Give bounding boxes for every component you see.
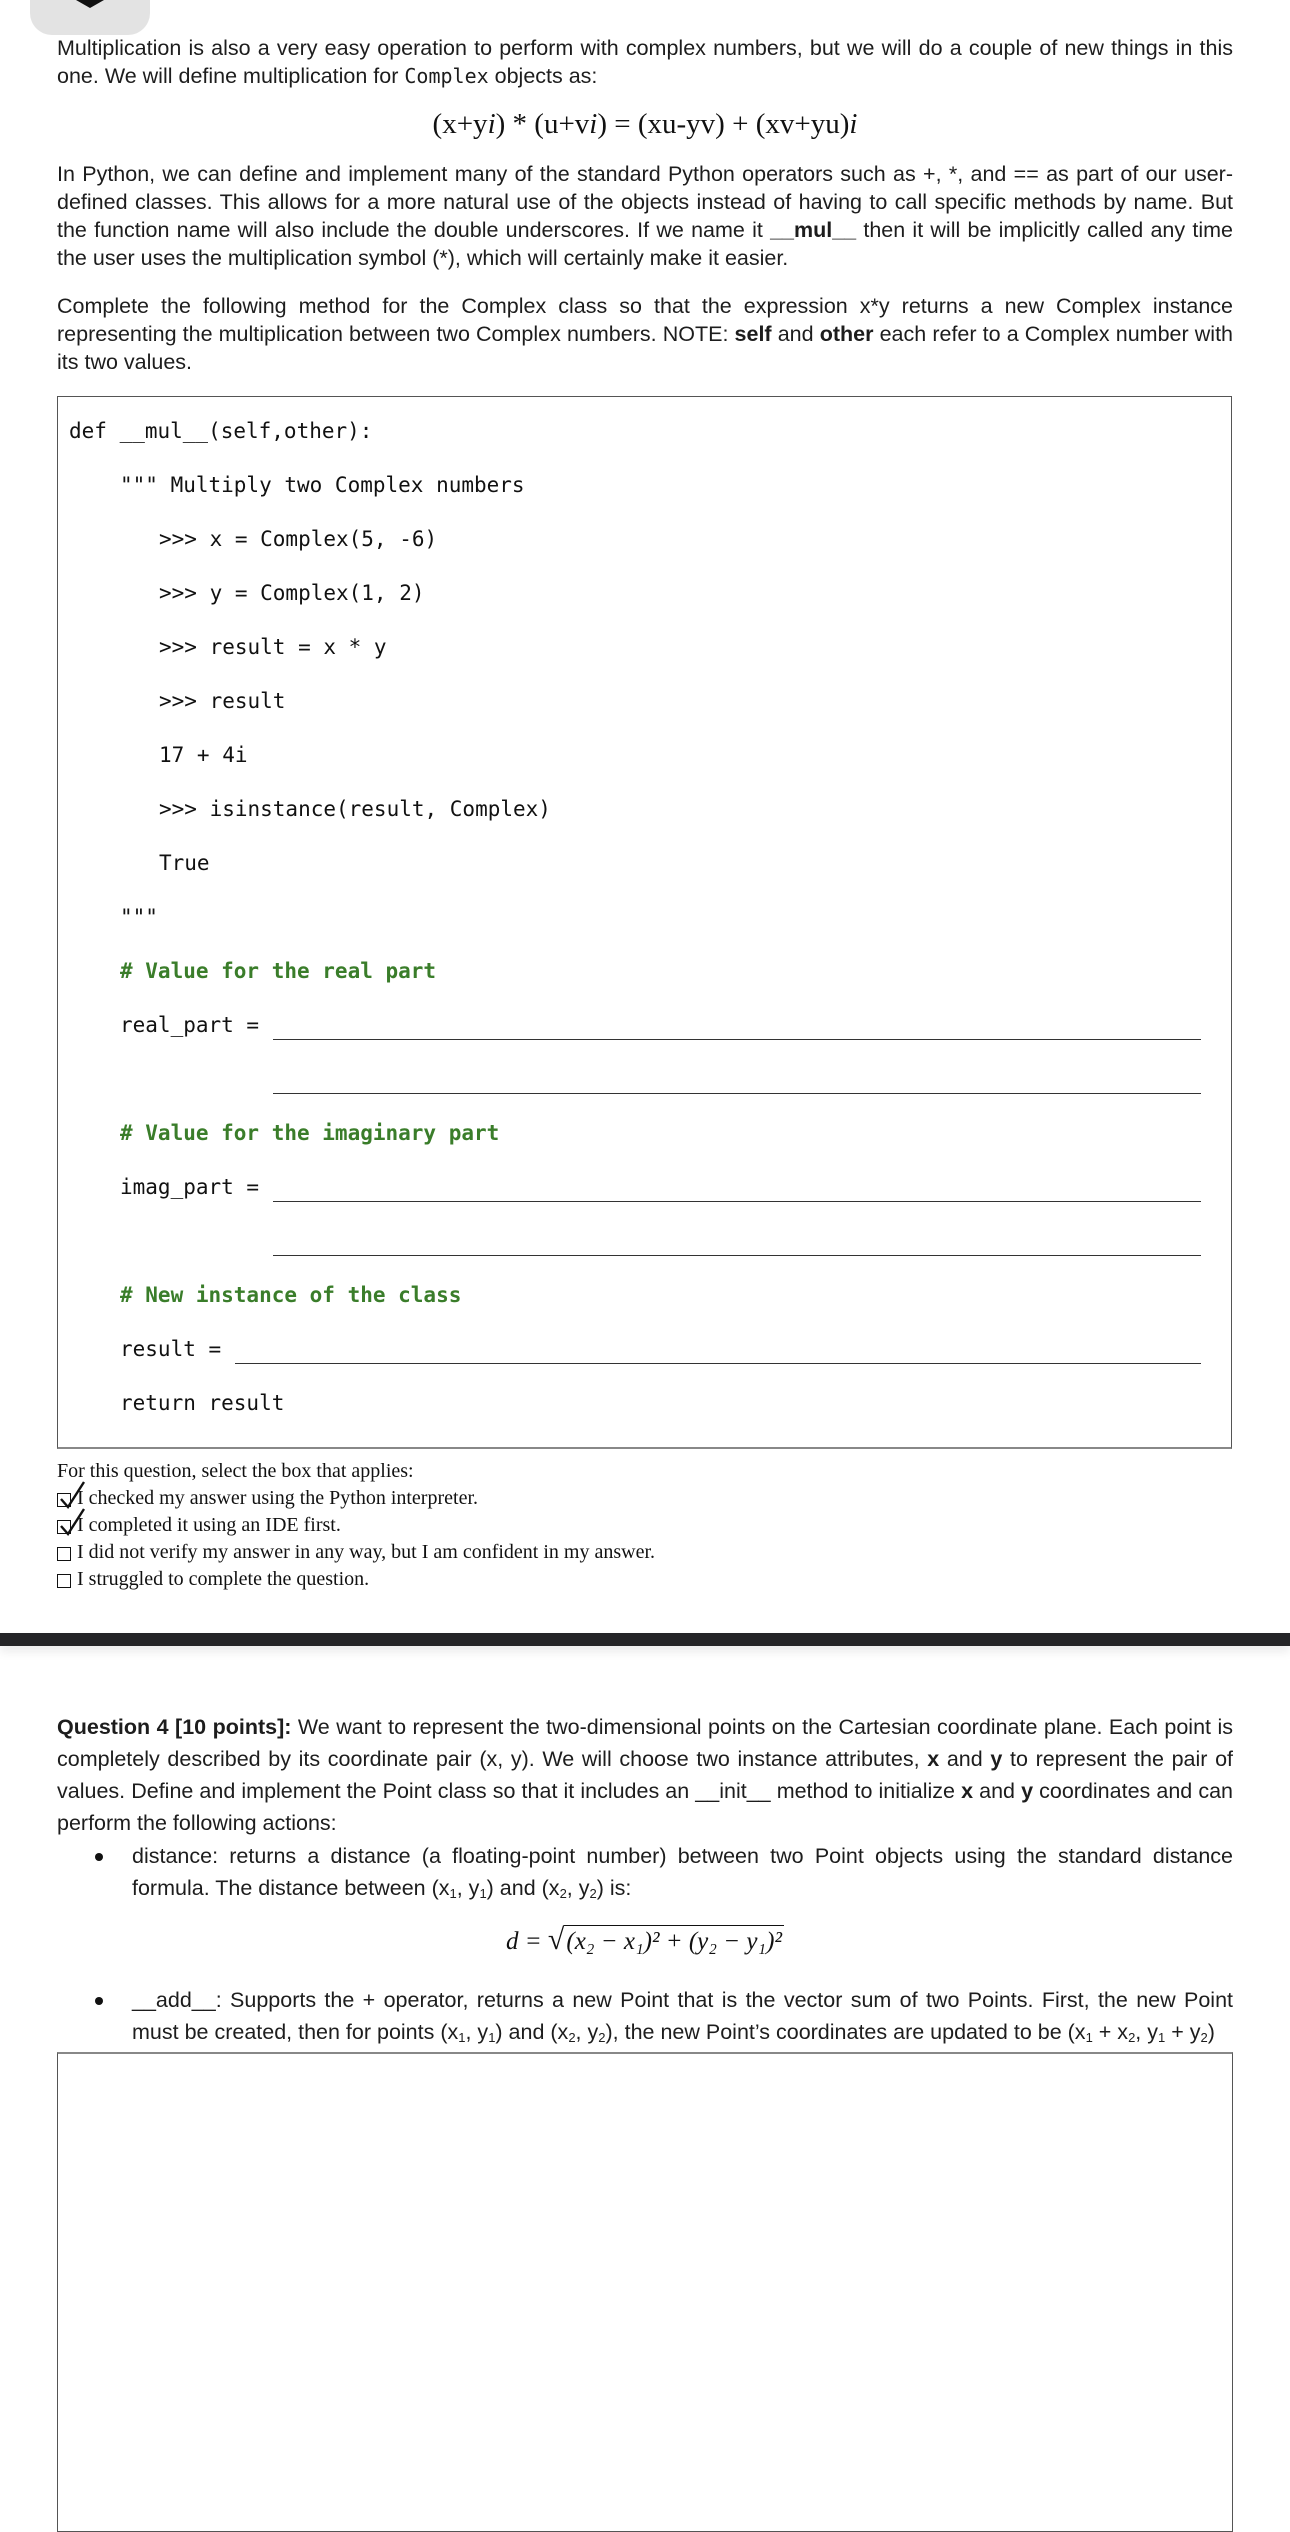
checkmark-icon (60, 1480, 86, 1510)
survey-option[interactable]: I checked my answer using the Python interpreter. (57, 1485, 655, 1512)
doctest-output: 17 + 4i (159, 743, 248, 767)
question-4-text: Question 4 [10 points]: We want to represent the two-dimensional points on the Cartesian coordinate plane. Each point is completely described by its coordinate pair (x, y). We will choose two instance attributes, x and y to represent the pair of values. Define and implement the Point class so that it includes an __init__ method to initialize x and y coordinates and can perform the following actions: (57, 1715, 1234, 1835)
question-4-title: Question 4 [10 points]: (57, 1715, 292, 1739)
checkbox-checked[interactable] (57, 1493, 71, 1507)
page-separator (0, 1633, 1290, 1646)
doctest-line: >>> y = Complex(1, 2) (159, 581, 425, 605)
real-part-answer-line-1[interactable] (273, 1039, 1201, 1040)
imag-part-label: imag_part = (120, 1175, 260, 1199)
result-label: result = (120, 1337, 222, 1361)
doctest-line: >>> result (159, 689, 286, 713)
chevron-down-icon (76, 0, 104, 8)
bullet-icon (95, 1853, 103, 1861)
docstring-open: """ Multiply two Complex numbers (120, 473, 525, 497)
real-part-answer-line-2[interactable] (273, 1093, 1201, 1094)
question-4-answer-box[interactable] (57, 2052, 1233, 2532)
doctest-line: >>> x = Complex(5, -6) (159, 527, 438, 551)
sqrt-icon: √ (547, 1923, 565, 1956)
checkbox-checked[interactable] (57, 1520, 71, 1534)
self-assessment (57, 1458, 655, 1593)
survey-prompt: For this question, select the box that applies: (57, 1460, 414, 1482)
survey-option[interactable]: I completed it using an IDE first. (57, 1512, 655, 1539)
comment-imag-part: # Value for the imaginary part (120, 1121, 500, 1145)
docstring-close: """ (120, 905, 158, 929)
checkbox-unchecked[interactable] (57, 1574, 71, 1588)
doctest-line: >>> result = x * y (159, 635, 387, 659)
checkbox-unchecked[interactable] (57, 1547, 71, 1561)
bullet-distance: distance: returns a distance (a floating-point number) between two Point objects using the standard distance formula. The distance between ($x_1$, $y_1$) and ($x_2$, $y_2$) is: (57, 1840, 1233, 1910)
checkmark-icon (60, 1507, 86, 1537)
intro-paragraph-1: Multiplication is also a very easy operation to perform with complex numbers, but we will do a couple of new things in this one. We will define multiplication for Complex objects as: (57, 36, 1233, 88)
real-part-label: real_part = (120, 1013, 260, 1037)
doctest-line: >>> isinstance(result, Complex) (159, 797, 551, 821)
comment-real-part: # Value for the real part (120, 959, 437, 983)
def-line: def __mul__(self,other): (69, 419, 373, 443)
collapse-button[interactable] (30, 0, 150, 35)
bullet-add: __add__: Supports the + operator, returns a new Point that is the vector sum of two Points. First, the new Point must be created, then for points ($x_1$, $y_1$) and ($x_2$, $y_2$), the new Point’s coordinates are updated to be ($x_1 + x_2$, $y_1 + y_2$) (57, 1984, 1233, 2054)
doctest-output: True (159, 851, 210, 875)
result-answer-line[interactable] (235, 1363, 1201, 1364)
survey-option[interactable]: I did not verify my answer in any way, but I am confident in my answer. (57, 1539, 655, 1566)
code-box (57, 396, 1232, 1449)
imag-part-answer-line-2[interactable] (273, 1255, 1201, 1256)
distance-formula: d = √(x₂ − x₁)² + (y₂ − y₁)² (506, 1923, 782, 1956)
comment-new-instance: # New instance of the class (120, 1283, 462, 1307)
multiplication-formula: (x+yi) * (u+vi) = (xu-yv) + (xv+yu)i (432, 108, 858, 140)
survey-option[interactable]: I struggled to complete the question. (57, 1566, 655, 1593)
intro-paragraph-3: Complete the following method for the Complex class so that the expression x*y returns a new Complex instance representing the multiplication between two Complex numbers. NOTE: self and other each refer to a Complex number with its two values. (57, 294, 1234, 374)
return-line: return result (120, 1391, 285, 1415)
imag-part-answer-line-1[interactable] (273, 1201, 1201, 1202)
intro-paragraph-2: In Python, we can define and implement many of the standard Python operators such as +, *, and == as part of our user-defined classes. This allows for a more natural use of the objects instead of having to call specific methods by name. But the function name will also include the double underscores. If we name it __mul__ then it will be implicitly called any time the user uses the multiplication symbol (*), which will certainly make it easier. (57, 162, 1233, 270)
bullet-icon (95, 1997, 103, 2005)
